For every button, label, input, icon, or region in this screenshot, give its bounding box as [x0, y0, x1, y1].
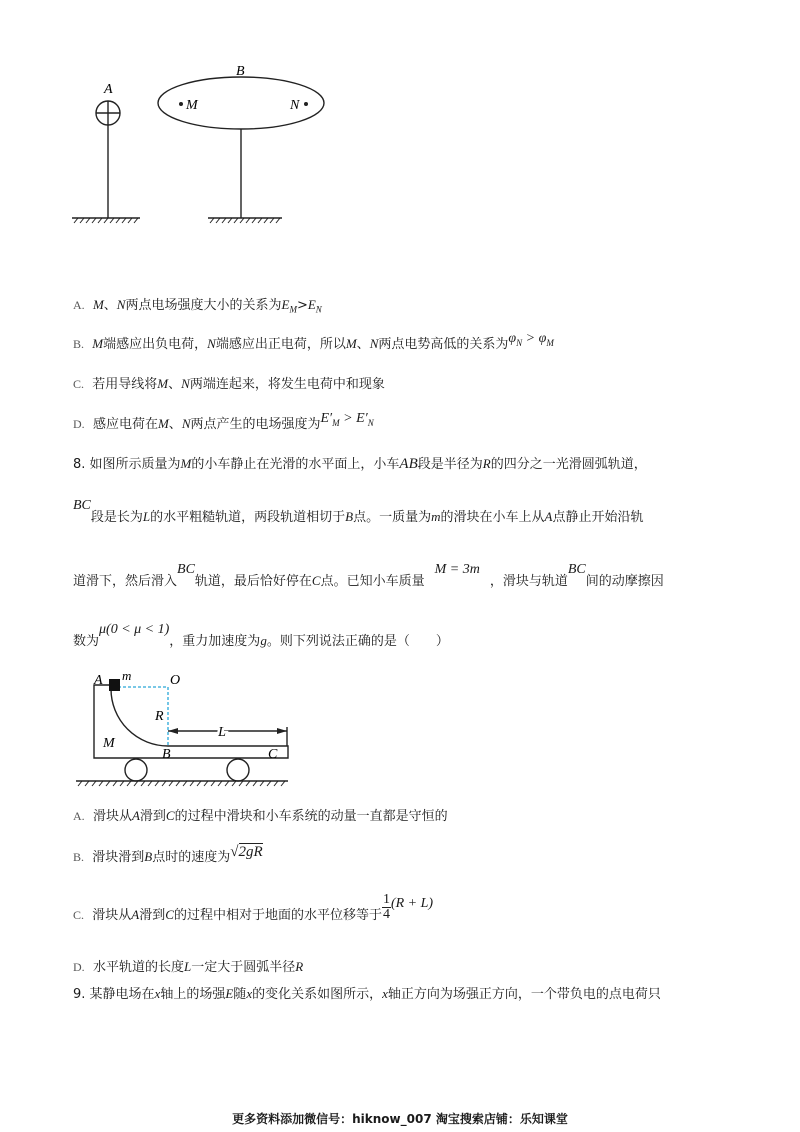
- cart-label-l: L: [218, 725, 226, 740]
- cart-label-o: O: [170, 673, 181, 688]
- figure-cart: [70, 665, 300, 795]
- label-a: A: [104, 82, 113, 97]
- q9-line-1: 9. 某静电场在x轴上的场强E随x的变化关系如图所示，x轴正方向为场强正方向，一个带负电的点电荷只: [73, 986, 661, 1002]
- formula-field: $E'_M > E'_N$: [320, 411, 374, 428]
- figure-conductor: [60, 55, 360, 235]
- q8-line-3: 道滑下，然后滑入BC轨道，最后恰好停在C点。已知小车质量M = 3m，滑块与轨道BC间的动摩擦因: [73, 562, 664, 589]
- label-b: B: [236, 64, 245, 79]
- q7-option-b: B. M端感应出负电荷，N端感应出正电荷，所以M、N两点电势高低的关系为$\varphi_N > \varphi_M$: [73, 331, 554, 352]
- cart-label-c: C: [268, 747, 278, 762]
- page-footer: 更多资料添加微信号：hiknow_007 淘宝搜索店铺：乐知课堂: [232, 1112, 568, 1126]
- cart-label-b: B: [162, 747, 171, 762]
- q8-option-a: A. 滑块从A滑到C的过程中滑块和小车系统的动量一直都是守恒的: [73, 808, 448, 824]
- formula-potential: $\varphi_N > \varphi_M$: [508, 331, 554, 348]
- label-n: N: [290, 98, 300, 113]
- q8-option-c: C. 滑块从A滑到C的过程中相对于地面的水平位移等于 $\frac{1}{4}$ (R + L): [73, 892, 434, 923]
- cart-label-m-small: m: [122, 668, 132, 683]
- cart-label-a: A: [94, 673, 103, 688]
- formula-sqrt: √2gR: [230, 844, 263, 860]
- q8-option-d: D. 水平轨道的长度L一定大于圆弧半径R: [73, 959, 304, 975]
- formula-fraction: $\frac{1}{4}$: [382, 892, 390, 922]
- q8-line-4: 数为μ(0 < μ < 1)，重力加速度为g。则下列说法正确的是（ ）: [73, 622, 449, 649]
- cart-label-m-big: M: [103, 736, 115, 751]
- cart-label-r: R: [155, 709, 164, 724]
- q7-option-a: A. M、N两点电场强度大小的关系为$E_M>E_N$: [73, 297, 322, 315]
- label-m: M: [186, 98, 198, 113]
- q7-option-c: C. 若用导线将M、N两端连起来，将发生电荷中和现象: [73, 376, 385, 392]
- q8-line-1: 8. 如图所示质量为M的小车静止在光滑的水平面上，小车AB段是半径为R的四分之一光滑圆弧轨道，: [73, 456, 647, 472]
- q8-option-b: B. 滑块滑到B点时的速度为√2gR: [73, 844, 263, 865]
- q7-option-d: D. 感应电荷在M、N两点产生的电场强度为$E'_M > E'_N$: [73, 411, 374, 432]
- q8-line-2: BC段是长为L的水平粗糙轨道，两段轨道相切于B点。一质量为m的滑块在小车上从A点静止开始沿轨: [73, 498, 644, 525]
